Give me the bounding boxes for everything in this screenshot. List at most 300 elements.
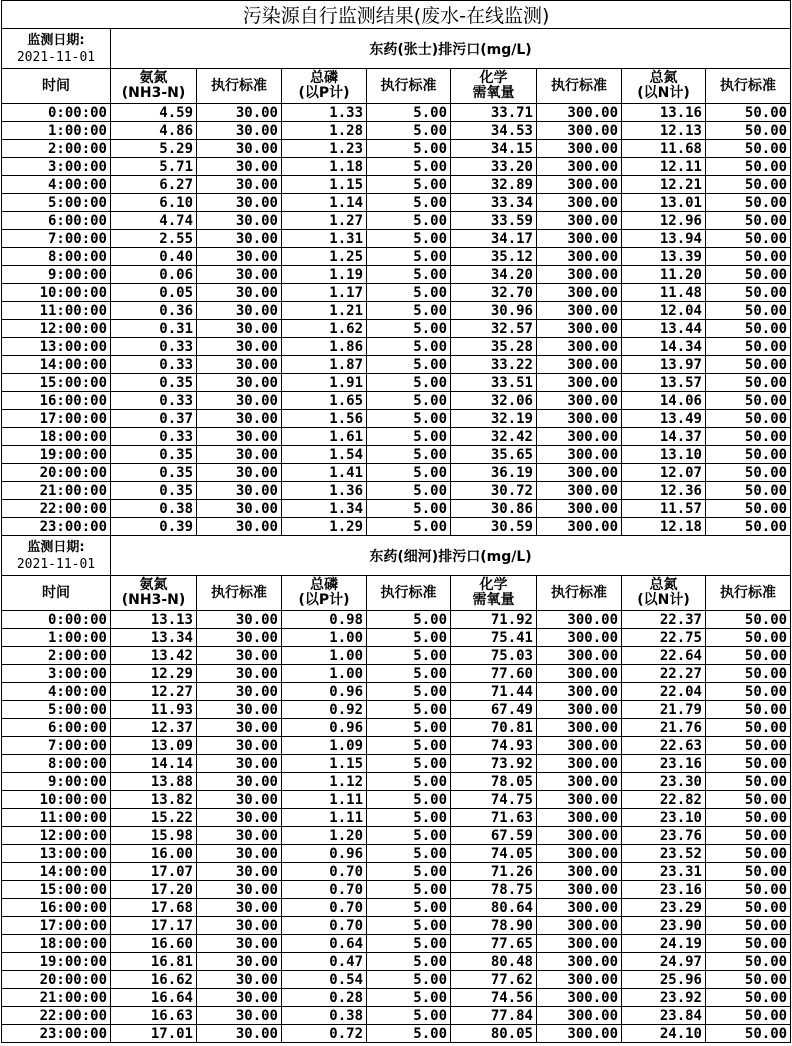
value-cell: 30.00 xyxy=(197,665,282,683)
value-cell: 1.14 xyxy=(282,194,367,212)
value-cell: 17.20 xyxy=(111,881,197,899)
value-cell: 33.51 xyxy=(451,374,537,392)
value-cell: 30.00 xyxy=(197,845,282,863)
value-cell: 300.00 xyxy=(537,989,622,1007)
time-cell: 12:00:00 xyxy=(2,320,111,338)
value-cell: 5.00 xyxy=(367,665,451,683)
value-cell: 71.44 xyxy=(451,683,537,701)
time-cell: 0:00:00 xyxy=(2,611,111,629)
value-cell: 5.00 xyxy=(367,140,451,158)
value-cell: 1.19 xyxy=(282,266,367,284)
value-cell: 71.63 xyxy=(451,809,537,827)
table-row xyxy=(2,392,791,410)
value-cell: 30.00 xyxy=(197,953,282,971)
value-cell: 0.33 xyxy=(111,428,197,446)
column-header: 执行标准 xyxy=(706,69,791,104)
value-cell: 30.00 xyxy=(197,248,282,266)
time-cell: 13:00:00 xyxy=(2,338,111,356)
table-row xyxy=(2,266,791,284)
value-cell: 74.75 xyxy=(451,791,537,809)
value-cell: 300.00 xyxy=(537,809,622,827)
value-cell: 300.00 xyxy=(537,140,622,158)
table-row xyxy=(2,917,791,935)
value-cell: 0.47 xyxy=(282,953,367,971)
value-cell: 1.18 xyxy=(282,158,367,176)
table-row xyxy=(2,518,791,536)
value-cell: 16.63 xyxy=(111,1007,197,1025)
value-cell: 50.00 xyxy=(706,827,791,845)
value-cell: 50.00 xyxy=(706,863,791,881)
column-header: 执行标准 xyxy=(367,576,451,611)
value-cell: 0.33 xyxy=(111,392,197,410)
table-row xyxy=(2,629,791,647)
value-cell: 300.00 xyxy=(537,845,622,863)
value-cell: 5.00 xyxy=(367,464,451,482)
time-cell: 17:00:00 xyxy=(2,410,111,428)
time-cell: 14:00:00 xyxy=(2,356,111,374)
value-cell: 80.48 xyxy=(451,953,537,971)
value-cell: 24.19 xyxy=(622,935,706,953)
value-cell: 50.00 xyxy=(706,518,791,536)
value-cell: 22.63 xyxy=(622,737,706,755)
value-cell: 5.00 xyxy=(367,611,451,629)
value-cell: 5.29 xyxy=(111,140,197,158)
column-header: 执行标准 xyxy=(537,69,622,104)
value-cell: 5.00 xyxy=(367,809,451,827)
value-cell: 77.60 xyxy=(451,665,537,683)
value-cell: 0.98 xyxy=(282,611,367,629)
value-cell: 32.57 xyxy=(451,320,537,338)
value-cell: 78.75 xyxy=(451,881,537,899)
value-cell: 30.00 xyxy=(197,683,282,701)
value-cell: 13.16 xyxy=(622,104,706,122)
table-row xyxy=(2,755,791,773)
value-cell: 5.00 xyxy=(367,917,451,935)
value-cell: 50.00 xyxy=(706,446,791,464)
value-cell: 16.60 xyxy=(111,935,197,953)
value-cell: 30.00 xyxy=(197,719,282,737)
value-cell: 30.00 xyxy=(197,230,282,248)
value-cell: 30.59 xyxy=(451,518,537,536)
column-header: 总氮 (以N计) xyxy=(622,576,706,611)
value-cell: 6.10 xyxy=(111,194,197,212)
value-cell: 50.00 xyxy=(706,212,791,230)
monitoring-date-cell xyxy=(2,536,111,576)
value-cell: 30.00 xyxy=(197,104,282,122)
value-cell: 1.36 xyxy=(282,482,367,500)
table-row xyxy=(2,302,791,320)
value-cell: 0.37 xyxy=(111,410,197,428)
table-row xyxy=(2,701,791,719)
value-cell: 0.72 xyxy=(282,1025,367,1043)
value-cell: 0.35 xyxy=(111,374,197,392)
value-cell: 300.00 xyxy=(537,176,622,194)
time-cell: 11:00:00 xyxy=(2,302,111,320)
table-row xyxy=(2,320,791,338)
value-cell: 50.00 xyxy=(706,176,791,194)
value-cell: 12.96 xyxy=(622,212,706,230)
value-cell: 30.00 xyxy=(197,701,282,719)
value-cell: 300.00 xyxy=(537,701,622,719)
value-cell: 50.00 xyxy=(706,482,791,500)
value-cell: 12.29 xyxy=(111,665,197,683)
value-cell: 50.00 xyxy=(706,611,791,629)
value-cell: 22.64 xyxy=(622,647,706,665)
value-cell: 1.12 xyxy=(282,773,367,791)
value-cell: 300.00 xyxy=(537,827,622,845)
value-cell: 74.05 xyxy=(451,845,537,863)
value-cell: 0.70 xyxy=(282,881,367,899)
table-row xyxy=(2,212,791,230)
value-cell: 14.14 xyxy=(111,755,197,773)
value-cell: 11.68 xyxy=(622,140,706,158)
value-cell: 50.00 xyxy=(706,320,791,338)
value-cell: 30.00 xyxy=(197,338,282,356)
value-cell: 50.00 xyxy=(706,647,791,665)
value-cell: 300.00 xyxy=(537,248,622,266)
value-cell: 5.71 xyxy=(111,158,197,176)
value-cell: 17.17 xyxy=(111,917,197,935)
value-cell: 77.62 xyxy=(451,971,537,989)
value-cell: 30.86 xyxy=(451,500,537,518)
value-cell: 5.00 xyxy=(367,773,451,791)
value-cell: 16.81 xyxy=(111,953,197,971)
table-row xyxy=(2,953,791,971)
value-cell: 0.35 xyxy=(111,446,197,464)
value-cell: 300.00 xyxy=(537,374,622,392)
value-cell: 14.34 xyxy=(622,338,706,356)
table-row xyxy=(2,737,791,755)
monitoring-date-label: 监测日期: xyxy=(27,32,85,48)
time-cell: 9:00:00 xyxy=(2,773,111,791)
table-row xyxy=(2,374,791,392)
value-cell: 50.00 xyxy=(706,428,791,446)
value-cell: 50.00 xyxy=(706,971,791,989)
value-cell: 30.00 xyxy=(197,266,282,284)
value-cell: 30.00 xyxy=(197,392,282,410)
value-cell: 1.34 xyxy=(282,500,367,518)
value-cell: 0.35 xyxy=(111,482,197,500)
value-cell: 23.30 xyxy=(622,773,706,791)
value-cell: 78.05 xyxy=(451,773,537,791)
value-cell: 5.00 xyxy=(367,845,451,863)
value-cell: 50.00 xyxy=(706,158,791,176)
value-cell: 50.00 xyxy=(706,410,791,428)
column-header: 总磷 (以P计) xyxy=(282,576,367,611)
time-cell: 5:00:00 xyxy=(2,194,111,212)
value-cell: 30.00 xyxy=(197,611,282,629)
value-cell: 0.36 xyxy=(111,302,197,320)
value-cell: 0.40 xyxy=(111,248,197,266)
value-cell: 23.92 xyxy=(622,989,706,1007)
value-cell: 30.00 xyxy=(197,737,282,755)
value-cell: 5.00 xyxy=(367,827,451,845)
value-cell: 5.00 xyxy=(367,356,451,374)
value-cell: 0.38 xyxy=(111,500,197,518)
value-cell: 22.82 xyxy=(622,791,706,809)
table-row xyxy=(2,665,791,683)
value-cell: 300.00 xyxy=(537,302,622,320)
value-cell: 23.52 xyxy=(622,845,706,863)
value-cell: 12.18 xyxy=(622,518,706,536)
value-cell: 36.19 xyxy=(451,464,537,482)
value-cell: 1.54 xyxy=(282,446,367,464)
value-cell: 50.00 xyxy=(706,1007,791,1025)
value-cell: 30.00 xyxy=(197,827,282,845)
value-cell: 50.00 xyxy=(706,791,791,809)
time-cell: 5:00:00 xyxy=(2,701,111,719)
value-cell: 1.00 xyxy=(282,629,367,647)
value-cell: 12.21 xyxy=(622,176,706,194)
value-cell: 5.00 xyxy=(367,629,451,647)
value-cell: 5.00 xyxy=(367,989,451,1007)
value-cell: 16.62 xyxy=(111,971,197,989)
value-cell: 1.33 xyxy=(282,104,367,122)
value-cell: 1.56 xyxy=(282,410,367,428)
time-cell: 19:00:00 xyxy=(2,446,111,464)
value-cell: 300.00 xyxy=(537,971,622,989)
value-cell: 15.22 xyxy=(111,809,197,827)
value-cell: 30.00 xyxy=(197,374,282,392)
value-cell: 50.00 xyxy=(706,1025,791,1043)
value-cell: 30.00 xyxy=(197,881,282,899)
value-cell: 70.81 xyxy=(451,719,537,737)
section-header-row xyxy=(2,536,791,576)
value-cell: 22.37 xyxy=(622,611,706,629)
value-cell: 5.00 xyxy=(367,284,451,302)
column-header: 总氮 (以N计) xyxy=(622,69,706,104)
value-cell: 0.33 xyxy=(111,356,197,374)
table-row xyxy=(2,971,791,989)
value-cell: 5.00 xyxy=(367,899,451,917)
value-cell: 35.65 xyxy=(451,446,537,464)
value-cell: 5.00 xyxy=(367,737,451,755)
value-cell: 34.53 xyxy=(451,122,537,140)
value-cell: 1.86 xyxy=(282,338,367,356)
value-cell: 300.00 xyxy=(537,1007,622,1025)
table-row xyxy=(2,1007,791,1025)
value-cell: 5.00 xyxy=(367,518,451,536)
time-cell: 18:00:00 xyxy=(2,935,111,953)
table-row xyxy=(2,338,791,356)
time-cell: 13:00:00 xyxy=(2,845,111,863)
value-cell: 300.00 xyxy=(537,338,622,356)
value-cell: 30.00 xyxy=(197,518,282,536)
value-cell: 0.96 xyxy=(282,845,367,863)
value-cell: 80.64 xyxy=(451,899,537,917)
column-header: 时间 xyxy=(2,69,111,104)
value-cell: 71.92 xyxy=(451,611,537,629)
time-cell: 3:00:00 xyxy=(2,158,111,176)
value-cell: 75.41 xyxy=(451,629,537,647)
value-cell: 30.00 xyxy=(197,1025,282,1043)
value-cell: 21.76 xyxy=(622,719,706,737)
value-cell: 300.00 xyxy=(537,230,622,248)
value-cell: 5.00 xyxy=(367,701,451,719)
value-cell: 300.00 xyxy=(537,122,622,140)
value-cell: 50.00 xyxy=(706,953,791,971)
value-cell: 22.04 xyxy=(622,683,706,701)
value-cell: 5.00 xyxy=(367,212,451,230)
value-cell: 6.27 xyxy=(111,176,197,194)
value-cell: 74.93 xyxy=(451,737,537,755)
value-cell: 0.28 xyxy=(282,989,367,1007)
value-cell: 300.00 xyxy=(537,464,622,482)
monitoring-date-label: 监测日期: xyxy=(27,539,85,555)
time-cell: 17:00:00 xyxy=(2,917,111,935)
time-cell: 10:00:00 xyxy=(2,791,111,809)
value-cell: 300.00 xyxy=(537,212,622,230)
value-cell: 13.57 xyxy=(622,374,706,392)
table-row xyxy=(2,248,791,266)
table-row xyxy=(2,500,791,518)
value-cell: 5.00 xyxy=(367,176,451,194)
time-cell: 14:00:00 xyxy=(2,863,111,881)
value-cell: 30.00 xyxy=(197,755,282,773)
table-row xyxy=(2,809,791,827)
value-cell: 300.00 xyxy=(537,935,622,953)
table-row xyxy=(2,935,791,953)
value-cell: 50.00 xyxy=(706,773,791,791)
value-cell: 30.96 xyxy=(451,302,537,320)
value-cell: 13.42 xyxy=(111,647,197,665)
table-row xyxy=(2,176,791,194)
value-cell: 13.97 xyxy=(622,356,706,374)
time-cell: 19:00:00 xyxy=(2,953,111,971)
value-cell: 300.00 xyxy=(537,917,622,935)
table-row xyxy=(2,1025,791,1043)
table-row xyxy=(2,647,791,665)
value-cell: 300.00 xyxy=(537,410,622,428)
value-cell: 32.06 xyxy=(451,392,537,410)
value-cell: 1.21 xyxy=(282,302,367,320)
value-cell: 12.11 xyxy=(622,158,706,176)
value-cell: 50.00 xyxy=(706,122,791,140)
value-cell: 34.15 xyxy=(451,140,537,158)
value-cell: 5.00 xyxy=(367,1025,451,1043)
value-cell: 0.70 xyxy=(282,863,367,881)
time-cell: 2:00:00 xyxy=(2,647,111,665)
time-cell: 9:00:00 xyxy=(2,266,111,284)
value-cell: 30.00 xyxy=(197,194,282,212)
table-row xyxy=(2,356,791,374)
time-cell: 10:00:00 xyxy=(2,284,111,302)
value-cell: 50.00 xyxy=(706,629,791,647)
value-cell: 1.20 xyxy=(282,827,367,845)
value-cell: 30.00 xyxy=(197,140,282,158)
value-cell: 50.00 xyxy=(706,719,791,737)
value-cell: 300.00 xyxy=(537,719,622,737)
value-cell: 30.00 xyxy=(197,122,282,140)
value-cell: 1.28 xyxy=(282,122,367,140)
value-cell: 5.00 xyxy=(367,647,451,665)
table-row xyxy=(2,104,791,122)
column-header: 执行标准 xyxy=(197,69,282,104)
column-header: 执行标准 xyxy=(706,576,791,611)
table-row xyxy=(2,194,791,212)
table-row xyxy=(2,230,791,248)
value-cell: 33.59 xyxy=(451,212,537,230)
value-cell: 50.00 xyxy=(706,266,791,284)
time-cell: 15:00:00 xyxy=(2,374,111,392)
value-cell: 67.49 xyxy=(451,701,537,719)
column-header: 总磷 (以P计) xyxy=(282,69,367,104)
value-cell: 5.00 xyxy=(367,791,451,809)
value-cell: 5.00 xyxy=(367,863,451,881)
value-cell: 12.13 xyxy=(622,122,706,140)
value-cell: 50.00 xyxy=(706,755,791,773)
value-cell: 50.00 xyxy=(706,989,791,1007)
value-cell: 1.25 xyxy=(282,248,367,266)
value-cell: 5.00 xyxy=(367,482,451,500)
value-cell: 50.00 xyxy=(706,701,791,719)
value-cell: 22.75 xyxy=(622,629,706,647)
value-cell: 50.00 xyxy=(706,500,791,518)
value-cell: 300.00 xyxy=(537,629,622,647)
value-cell: 0.39 xyxy=(111,518,197,536)
value-cell: 50.00 xyxy=(706,881,791,899)
value-cell: 1.11 xyxy=(282,809,367,827)
value-cell: 5.00 xyxy=(367,755,451,773)
value-cell: 80.05 xyxy=(451,1025,537,1043)
value-cell: 11.20 xyxy=(622,266,706,284)
value-cell: 30.00 xyxy=(197,158,282,176)
value-cell: 1.65 xyxy=(282,392,367,410)
value-cell: 0.31 xyxy=(111,320,197,338)
column-header-row xyxy=(2,576,791,611)
monitoring-date-value: 2021-11-01 xyxy=(16,556,96,572)
value-cell: 300.00 xyxy=(537,737,622,755)
value-cell: 300.00 xyxy=(537,356,622,374)
value-cell: 1.27 xyxy=(282,212,367,230)
value-cell: 30.00 xyxy=(197,935,282,953)
monitoring-sheet xyxy=(1,0,791,1043)
value-cell: 4.74 xyxy=(111,212,197,230)
time-cell: 1:00:00 xyxy=(2,629,111,647)
column-header: 执行标准 xyxy=(367,69,451,104)
value-cell: 23.84 xyxy=(622,1007,706,1025)
time-cell: 7:00:00 xyxy=(2,230,111,248)
value-cell: 34.17 xyxy=(451,230,537,248)
value-cell: 0.96 xyxy=(282,683,367,701)
value-cell: 30.00 xyxy=(197,356,282,374)
value-cell: 300.00 xyxy=(537,899,622,917)
value-cell: 1.23 xyxy=(282,140,367,158)
table-row xyxy=(2,863,791,881)
monitoring-date-value: 2021-11-01 xyxy=(16,49,96,65)
value-cell: 5.00 xyxy=(367,392,451,410)
table-row xyxy=(2,122,791,140)
value-cell: 30.00 xyxy=(197,629,282,647)
time-cell: 12:00:00 xyxy=(2,827,111,845)
table-row xyxy=(2,410,791,428)
value-cell: 1.31 xyxy=(282,230,367,248)
value-cell: 33.22 xyxy=(451,356,537,374)
value-cell: 1.91 xyxy=(282,374,367,392)
value-cell: 34.20 xyxy=(451,266,537,284)
value-cell: 30.00 xyxy=(197,464,282,482)
value-cell: 13.94 xyxy=(622,230,706,248)
value-cell: 300.00 xyxy=(537,647,622,665)
column-header: 化学 需氧量 xyxy=(451,69,537,104)
time-cell: 6:00:00 xyxy=(2,212,111,230)
value-cell: 300.00 xyxy=(537,791,622,809)
value-cell: 300.00 xyxy=(537,863,622,881)
table-row xyxy=(2,827,791,845)
value-cell: 50.00 xyxy=(706,356,791,374)
value-cell: 5.00 xyxy=(367,266,451,284)
value-cell: 5.00 xyxy=(367,683,451,701)
